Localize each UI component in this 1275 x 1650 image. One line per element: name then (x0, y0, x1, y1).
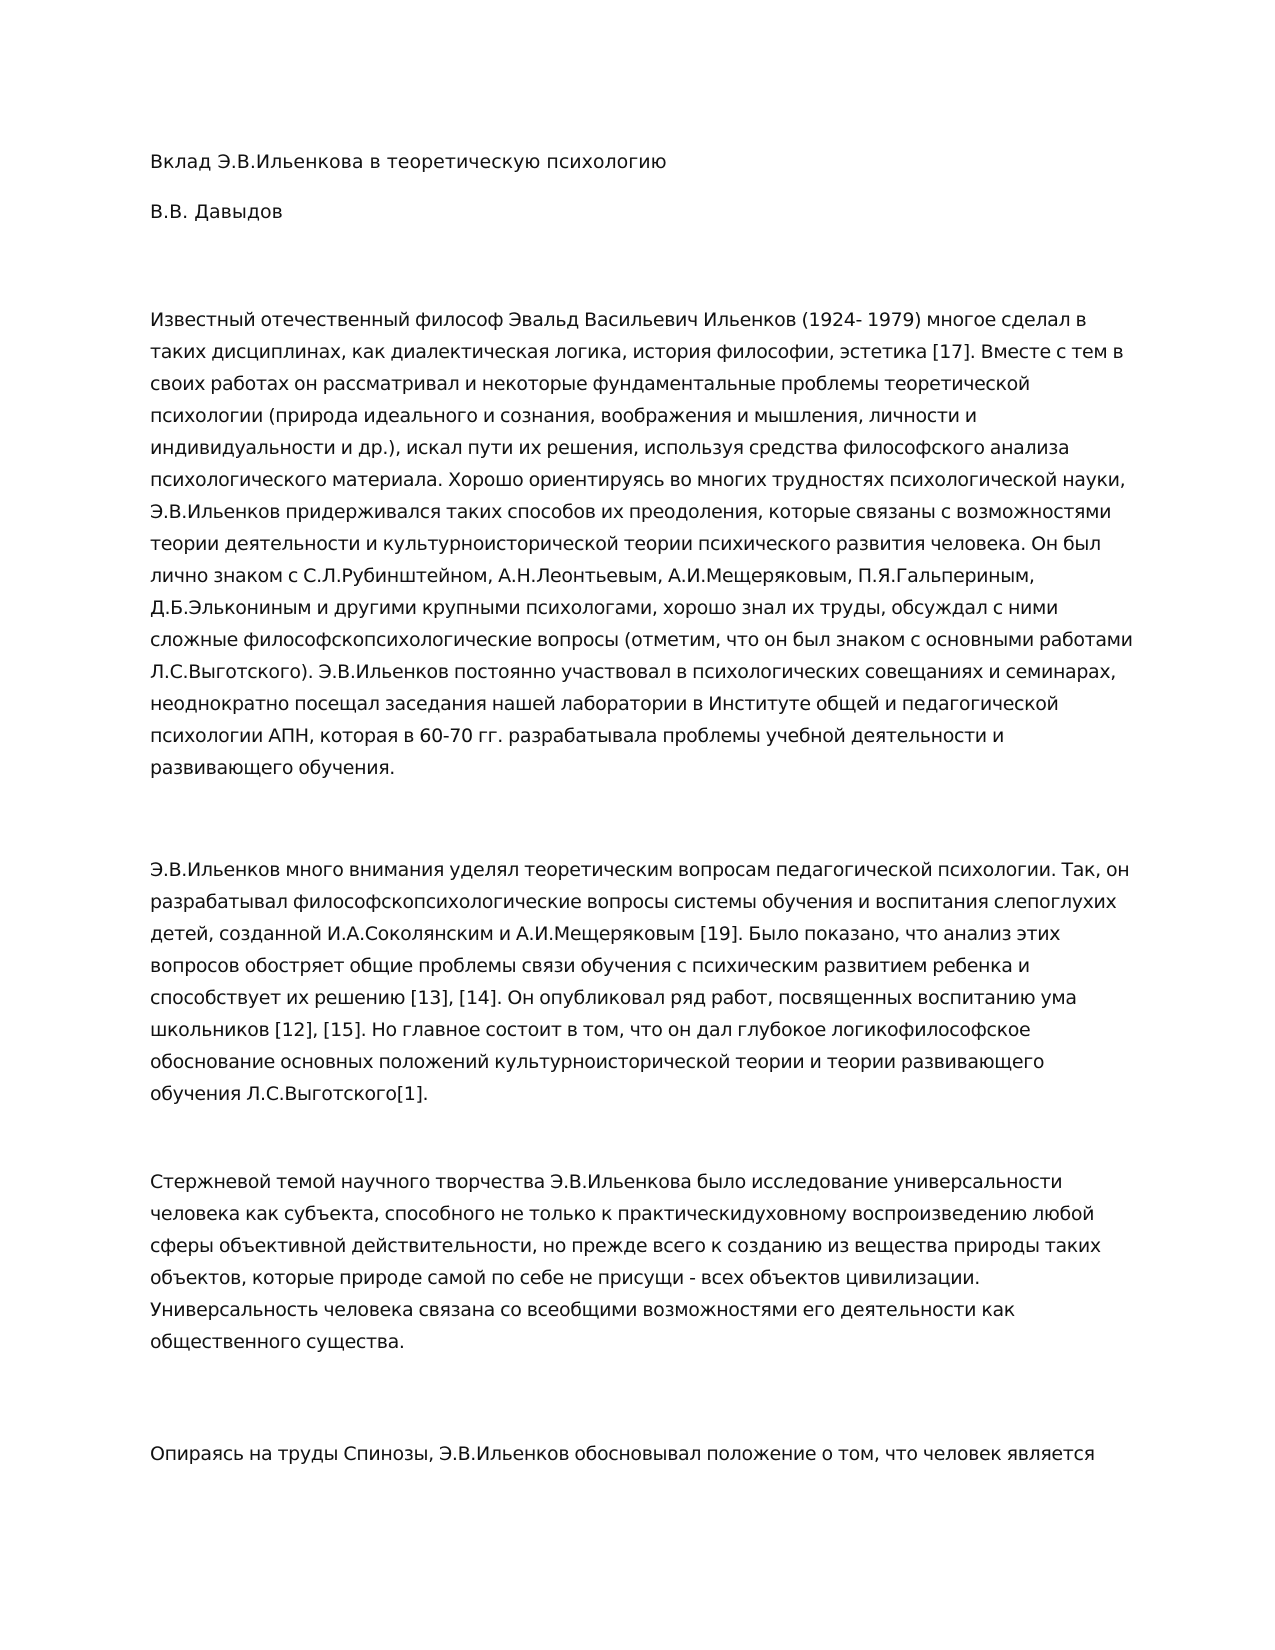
paragraph-3: Стержневой темой научного творчества Э.В.Ильенкова было исследование универсальности человека как субъекта, способного не только к практическидуховному воспроизведению любой сферы объективной действительности, но прежде всего к созданию из вещества природы таких объектов, которые природе самой по себе не присущи - всех объектов цивилизации. Универсальность человека связана со всеобщими возможностями его деятельности как общественного существа. (150, 1171, 1101, 1353)
paragraph-2: Э.В.Ильенков много внимания уделял теоретическим вопросам педагогической психологии. Так, он разрабатывал философскопсихологические вопросы системы обучения и воспитания слепоглухих детей, созданной И.А.Соколянским и А.И.Мещеряковым [19]. Было показано, что анализ этих вопросов обостряет общие проблемы связи обучения с психическим развитием ребенка и способствует их решению [13], [14]. Он опубликовал ряд работ, посвященных воспитанию ума школьников [12], [15]. Но главное состоит в том, что он дал глубокое логикофилософское обоснование основных положений культурноисторической теории и теории развивающего обучения Л.С.Выготского[1]. (150, 859, 1130, 1105)
paragraph-4: Опираясь на труды Спинозы, Э.В.Ильенков обосновывал положение о том, что человек является (150, 1443, 1095, 1465)
document-title: Вклад Э.В.Ильенкова в теоретическую психологию (150, 151, 667, 173)
paragraph-1: Известный отечественный философ Эвальд Васильевич Ильенков (1924- 1979) многое сделал в таких дисциплинах, как диалектическая логика, история философии, эстетика [17]. Вместе с тем в своих работах он рассматривал и некоторые фундаментальные проблемы теоретической психологии (природа идеального и сознания, воображения и мышления, личности и индивидуальности и др.), искал пути их решения, используя средства философского анализа психологического материала. Хорошо ориентируясь во многих трудностях психологической науки, Э.В.Ильенков придерживался таких способов их преодоления, которые связаны с возможностями теории деятельности и культурноисторической теории психического развития человека. Он был лично знаком с С.Л.Рубинштейном, А.Н.Леонтьевым, А.И.Мещеряковым, П.Я.Гальпериным, Д.Б.Элькониным и другими крупными психологами, хорошо знал их труды, обсуждал с ними сложные философскопсихологические вопросы (отметим, что он был знаком с основными работами Л.С.Выготского). Э.В.Ильенков постоянно участвовал в психологических совещаниях и семинарах, неоднократно посещал заседания нашей лаборатории в Институте общей и педагогической психологии АПН, которая в 60-70 гг. разрабатывала проблемы учебной деятельности и развивающего обучения. (150, 309, 1133, 779)
document-author: В.В. Давыдов (150, 201, 283, 223)
